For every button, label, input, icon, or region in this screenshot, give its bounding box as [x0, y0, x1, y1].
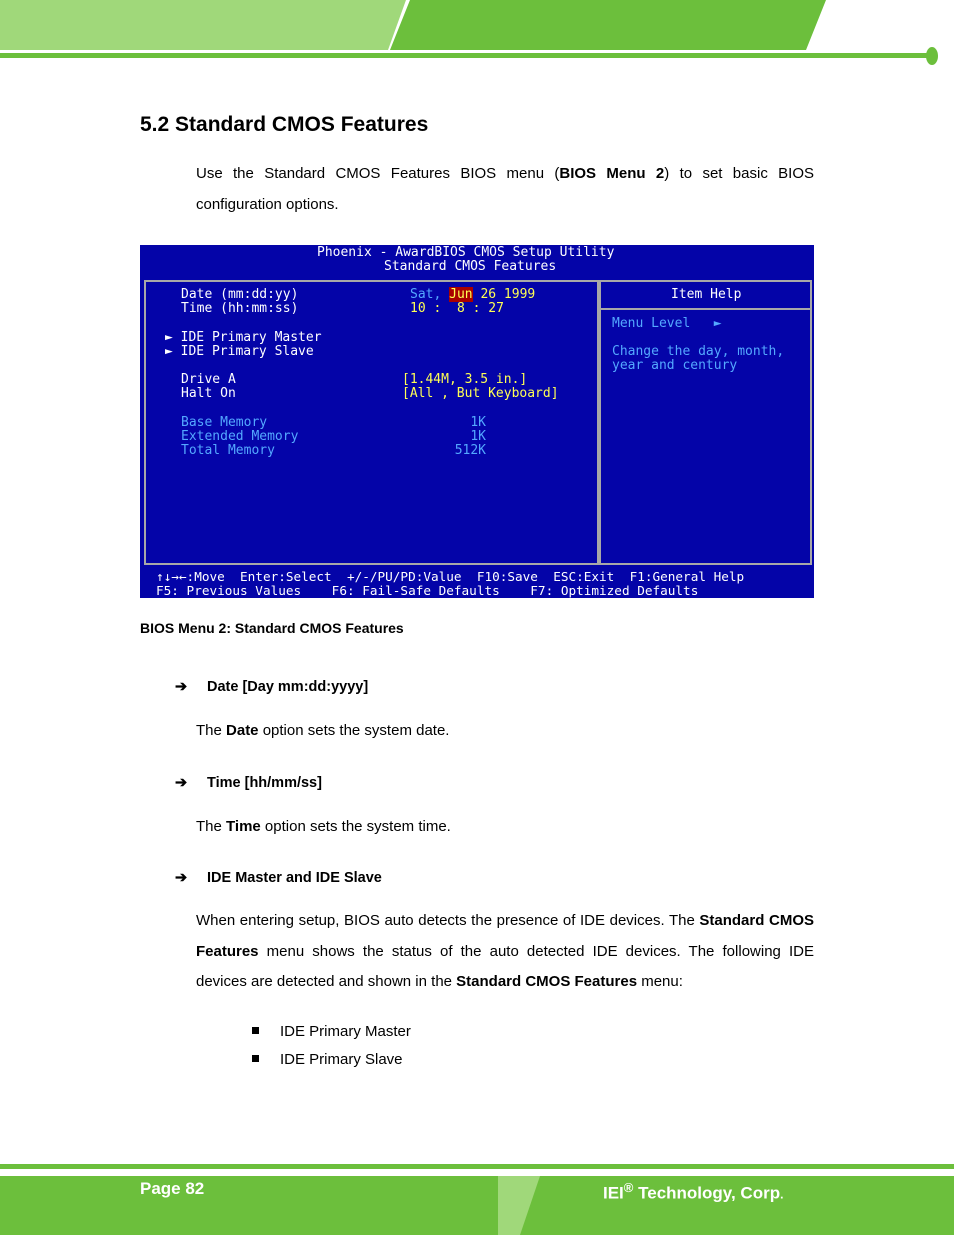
figure-caption: BIOS Menu 2: Standard CMOS Features: [140, 620, 404, 636]
submenu-arrow-icon: ►: [165, 344, 173, 359]
bios-total-memory-label: Total Memory: [181, 443, 275, 458]
arrow-icon: ➔: [175, 775, 188, 791]
option-heading-ide: ➔ IDE Master and IDE Slave: [175, 870, 382, 886]
arrow-icon: ➔: [175, 679, 188, 695]
company-brand: IEI® Technology, Corp.: [603, 1180, 784, 1203]
bullet-square-icon: [252, 1055, 259, 1062]
bios-time-label[interactable]: Time (hh:mm:ss): [181, 301, 299, 316]
bios-extended-memory-value: 1K: [470, 429, 486, 444]
header-banner: [0, 0, 954, 70]
bios-extended-memory-label: Extended Memory: [181, 429, 299, 444]
bios-help-menu-level: Menu Level ►: [612, 316, 722, 331]
option-desc-ide: When entering setup, BIOS auto detects the presence of IDE devices. The Standard CMOS Features menu shows the status of the auto detected IDE devices. The following IDE devices are detected and shown in the Standard CMOS Features menu:: [196, 912, 814, 990]
bios-help-divider: [601, 308, 810, 310]
option-desc-date: The Date option sets the system date.: [196, 722, 450, 739]
list-item: IDE Primary Slave: [252, 1051, 403, 1068]
bullet-square-icon: [252, 1027, 259, 1034]
bios-base-memory-label: Base Memory: [181, 415, 268, 430]
bios-ide-slave[interactable]: ► IDE Primary Slave: [165, 344, 314, 359]
submenu-arrow-icon: ►: [165, 330, 173, 345]
bios-drive-a-value[interactable]: [1.44M, 3.5 in.]: [402, 372, 528, 387]
page-number: Page 82: [140, 1179, 205, 1198]
bios-help-text: Change the day, month,: [612, 344, 785, 359]
bios-screenshot: [140, 245, 814, 598]
list-item: IDE Primary Master: [252, 1023, 411, 1040]
option-heading-time: ➔ Time [hh/mm/ss]: [175, 775, 322, 791]
bios-date-value[interactable]: Sat, Jun 26 1999: [410, 287, 536, 302]
arrow-icon: ➔: [175, 870, 188, 886]
bios-base-memory-value: 1K: [470, 415, 486, 430]
option-desc-time: The Time option sets the system time.: [196, 818, 451, 835]
bios-ide-master[interactable]: ► IDE Primary Master: [165, 330, 322, 345]
section-title: 5.2 Standard CMOS Features: [140, 113, 429, 136]
bios-subtitle: Standard CMOS Features: [384, 259, 557, 274]
bios-help-text: year and century: [612, 358, 738, 373]
bios-help-title: Item Help: [671, 287, 742, 302]
bios-date-label[interactable]: Date (mm:dd:yy): [181, 287, 299, 302]
intro-paragraph: Use the Standard CMOS Features BIOS menu (BIOS Menu 2) to set basic BIOS configuration options.: [196, 165, 815, 213]
option-heading-date: ➔ Date [Day mm:dd:yyyy]: [175, 679, 369, 695]
bios-title: Phoenix - AwardBIOS CMOS Setup Utility: [317, 245, 615, 260]
bios-halt-on-value[interactable]: [All , But Keyboard]: [402, 386, 559, 401]
bios-total-memory-value: 512K: [454, 443, 486, 458]
bios-drive-a-label[interactable]: Drive A: [181, 372, 236, 387]
bios-halt-on-label[interactable]: Halt On: [181, 386, 236, 401]
bios-footer-keys: ↑↓→←:Move Enter:Select +/-/PU/PD:Value F10:Save ESC:Exit F1:General Help: [156, 569, 745, 584]
bios-footer-keys: F5: Previous Values F6: Fail-Safe Defaults F7: Optimized Defaults: [156, 583, 699, 598]
bios-time-value[interactable]: 10 : 8 : 27: [410, 301, 504, 316]
